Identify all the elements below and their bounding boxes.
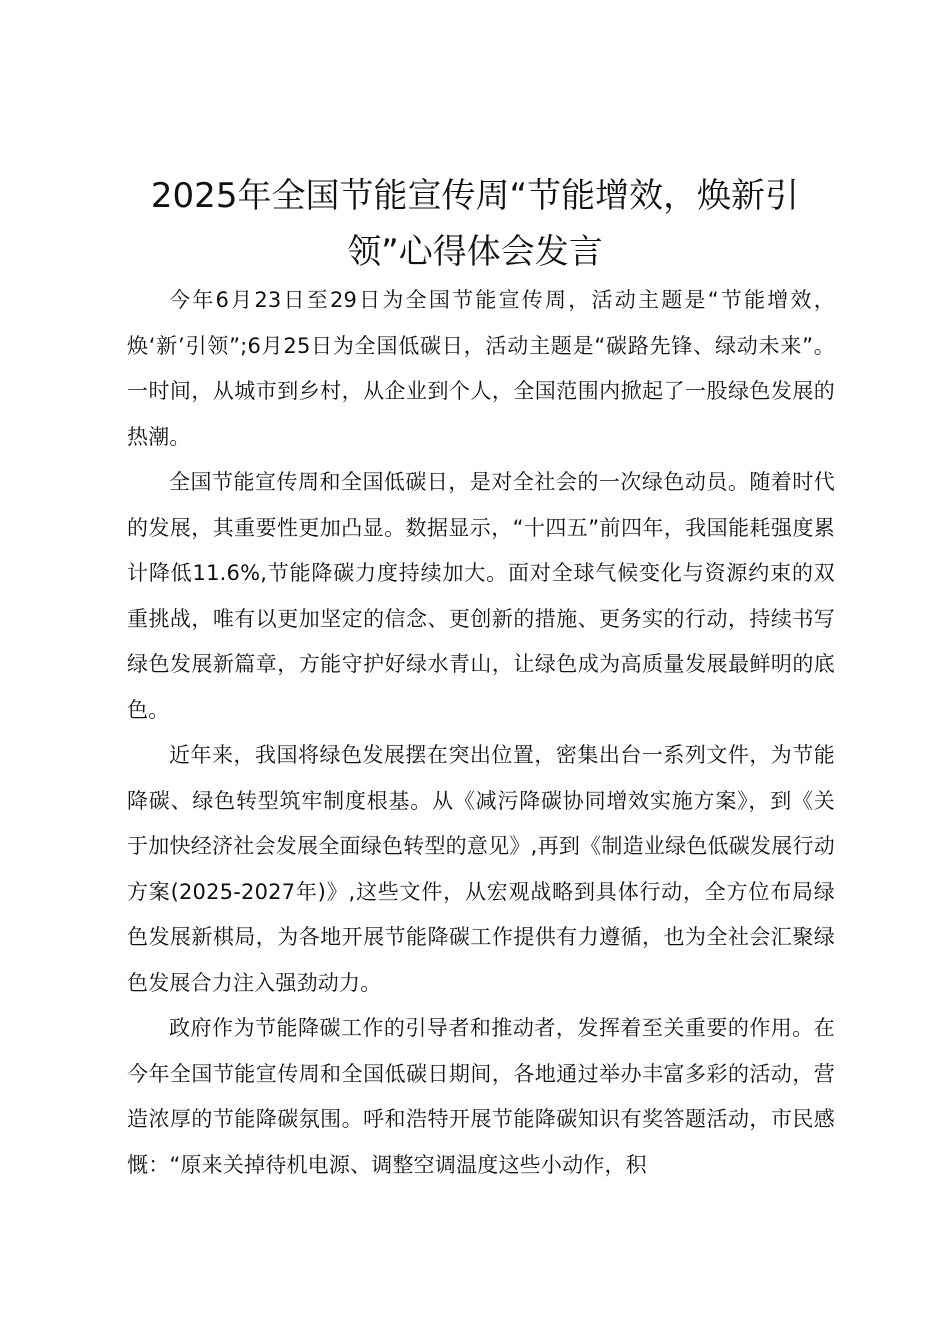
paragraph-4: 政府作为节能降碳工作的引导者和推动者，发挥着至关重要的作用。在今年全国节能宣传周和全国低碳日期间，各地通过举办丰富多彩的活动，营造浓厚的节能降碳氛围。呼和浩特开展节能降碳知识有奖答题活动，市民感慨：“原来关掉待机电源、调整空调温度这些小动作，积 (127, 1016, 835, 1177)
document-body (127, 278, 835, 1188)
document-title: 2025年全国节能宣传周“节能增效，焕新引领”心得体会发言 (150, 176, 800, 272)
paragraph-3: 近年来，我国将绿色发展摆在突出位置，密集出台一系列文件，为节能降碳、绿色转型筑牢制度根基。从《减污降碳协同增效实施方案》，到《关于加快经济社会发展全面绿色转型的意见》,再到《制造业绿色低碳发展行动方案(2025-2027年)》,这些文件，从宏观战略到具体行动，全方位布局绿色发展新棋局，为各地开展节能降碳工作提供有力遵循，也为全社会汇聚绿色发展合力注入强劲动力。 (127, 743, 835, 995)
paragraph-1: 今年6月23日至29日为全国节能宣传周，活动主题是“节能增效，焕‘新’引领”;6月25日为全国低碳日，活动主题是“碳路先锋、绿动未来”。一时间，从城市到乡村，从企业到个人，全国范围内掀起了一股绿色发展的热潮。 (127, 288, 835, 449)
paragraph-2: 全国节能宣传周和全国低碳日，是对全社会的一次绿色动员。随着时代的发展，其重要性更加凸显。数据显示，“十四五”前四年，我国能耗强度累计降低11.6%,节能降碳力度持续加大。面对全球气候变化与资源约束的双重挑战，唯有以更加坚定的信念、更创新的措施、更务实的行动，持续书写绿色发展新篇章，方能守护好绿水青山，让绿色成为高质量发展最鲜明的底色。 (127, 470, 835, 722)
